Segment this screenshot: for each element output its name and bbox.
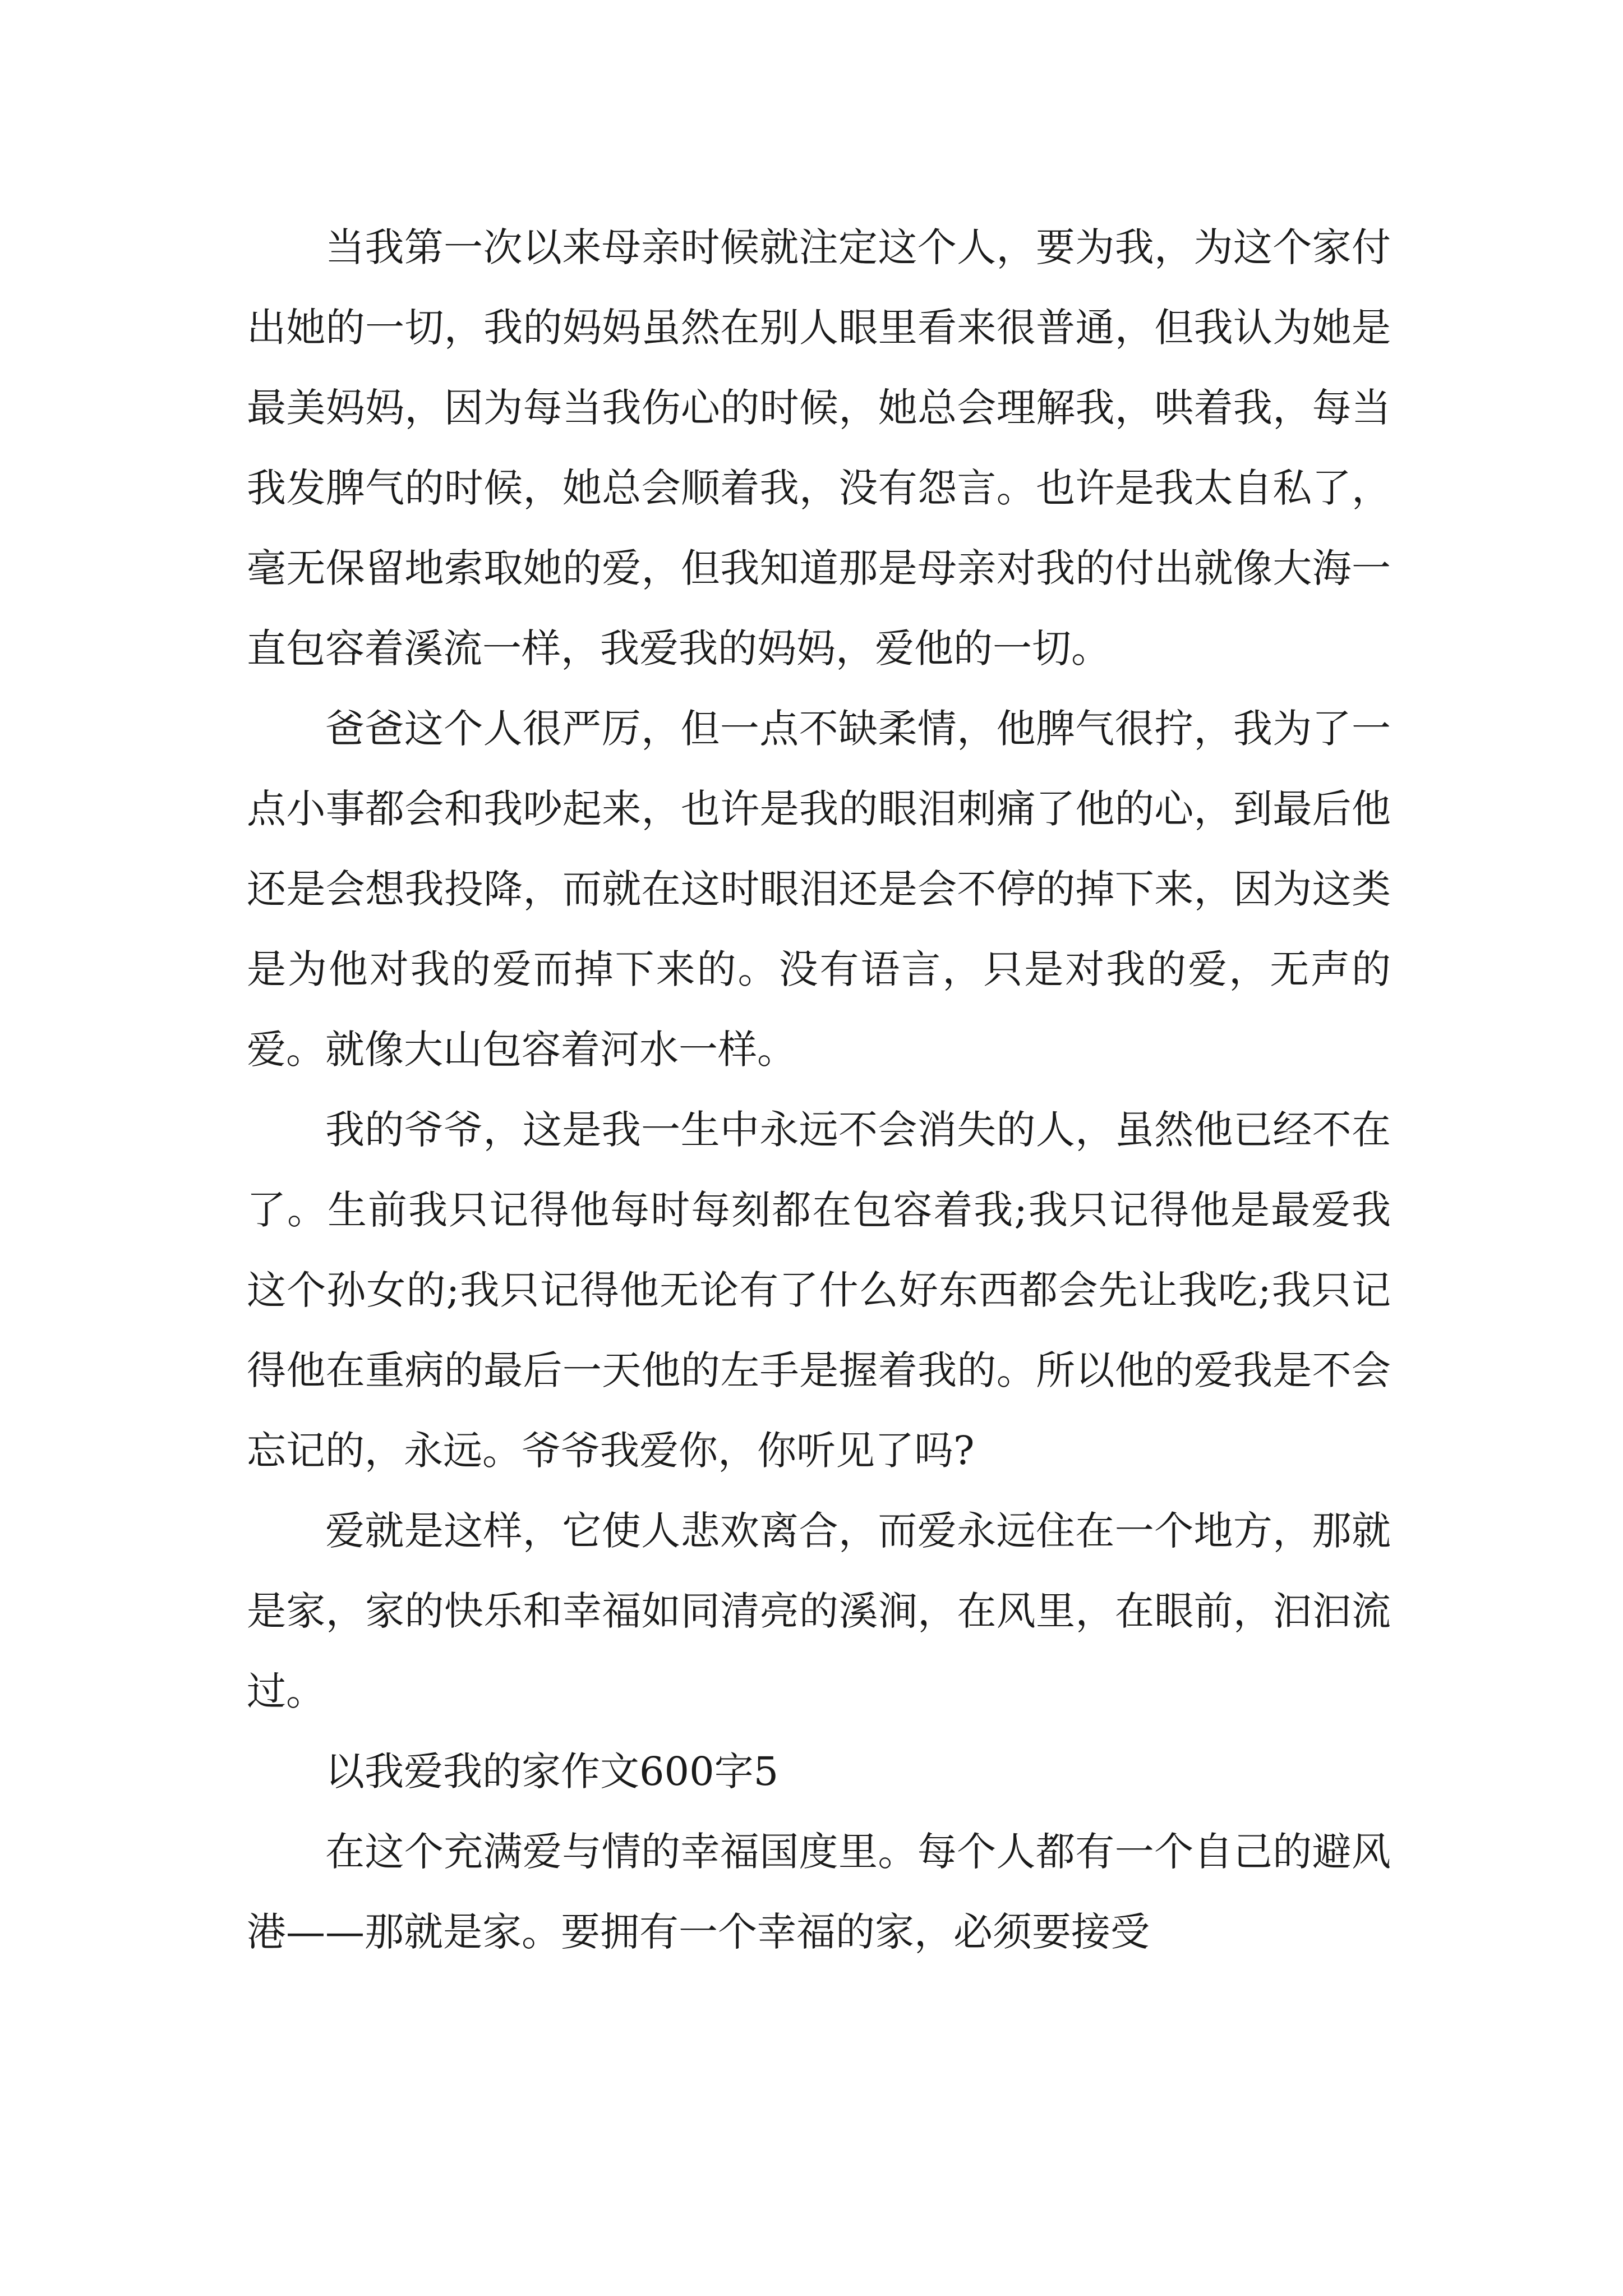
paragraph-mother: 当我第一次以来母亲时候就注定这个人，要为我，为这个家付出她的一切，我的妈妈虽然在别人眼里看来很普通，但我认为她是最美妈妈，因为每当我伤心的时候，她总会理解我，哄着我，每当我发脾气的时候，她总会顺着我，没有怨言。也许是我太自私了，毫无保留地索取她的爱，但我知道那是母亲对我的付出就像大海一直包容着溪流一样，我爱我的妈妈，爱他的一切。 — [247, 224, 1391, 671]
paragraph-love: 爱就是这样，它使人悲欢离合，而爱永远住在一个地方，那就是家，家的快乐和幸福如同清亮的溪涧，在风里，在眼前，汩汩流过。 — [247, 1508, 1391, 1714]
essay-heading: 以我爱我的家作文600字5 — [325, 1749, 779, 1795]
document-body — [247, 208, 1391, 1972]
paragraph-father: 爸爸这个人很严厉，但一点不缺柔情，他脾气很拧，我为了一点小事都会和我吵起来，也许是我的眼泪刺痛了他的心，到最后他还是会想我投降，而就在这时眼泪还是会不停的掉下来，因为这类是为他对我的爱而掉下来的。没有语言，只是对我的爱，无声的爱。就像大山包容着河水一样。 — [247, 706, 1391, 1073]
paragraph-country: 在这个充满爱与情的幸福国度里。每个人都有一个自己的避风港——那就是家。要拥有一个幸福的家，必须要接受 — [247, 1829, 1391, 1955]
paragraph-grandfather: 我的爷爷，这是我一生中永远不会消失的人，虽然他已经不在了。生前我只记得他每时每刻都在包容着我;我只记得他是最爱我这个孙女的;我只记得他无论有了什么好东西都会先让我吃;我只记得他在重病的最后一天他的左手是握着我的。所以他的爱我是不会忘记的，永远。爷爷我爱你，你听见了吗? — [247, 1107, 1391, 1474]
